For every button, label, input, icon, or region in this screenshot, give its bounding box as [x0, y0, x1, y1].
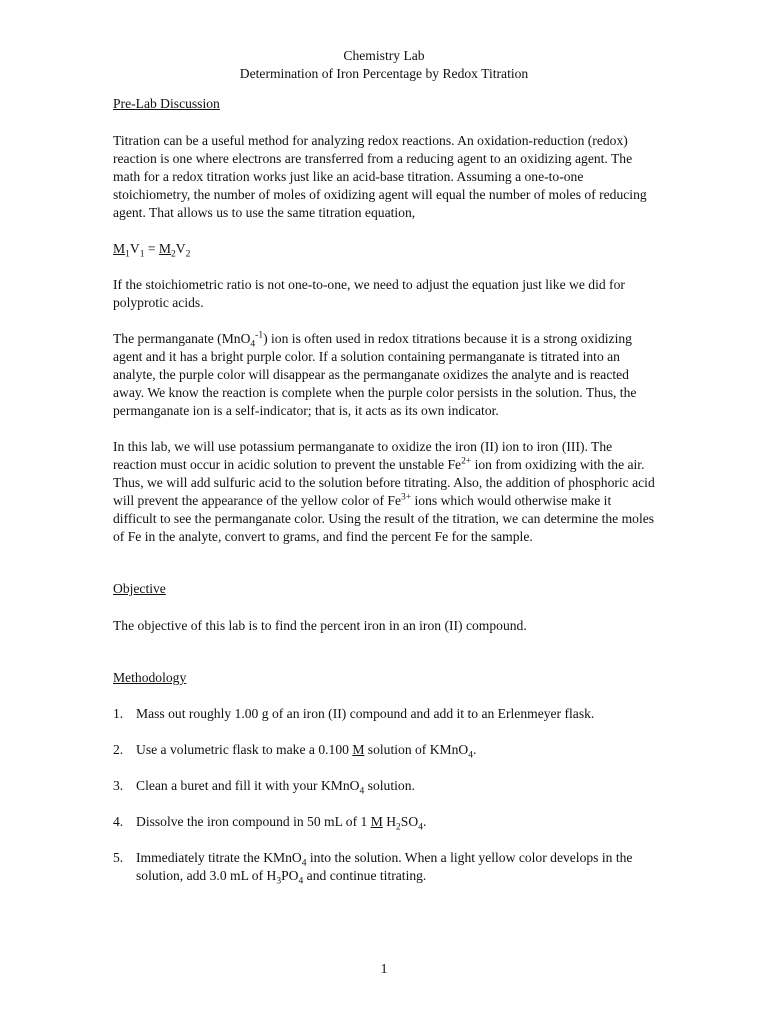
equation-m1-subscript: 1: [125, 249, 130, 260]
step-number: 2.: [113, 742, 124, 757]
step-number: 4.: [113, 814, 124, 829]
step-text-part: .: [473, 742, 477, 757]
equation-m2-subscript: 2: [171, 249, 176, 260]
p4-part-b: ion from oxidizing with the air. Thus, we will add sulfuric acid to the solution before titrating. Also, the addition of phosphoric acid will prevent the appearance of the yellow color of Fe: [113, 457, 655, 508]
objective-heading: Objective: [113, 581, 166, 596]
step-text-part: SO: [400, 814, 419, 829]
list-item: [113, 813, 658, 831]
document-header: [0, 47, 768, 83]
prelab-paragraph-1: Titration can be a useful method for analyzing redox reactions. An oxidation-reduction (redox) reaction is one where electrons are transferred from a reducing agent to an oxidizing agent. The math for a redox titration works just like an acid-base titration. Assuming a one-to-one stoichiometry, the number of moles of oxidizing agent will equal the number of moles of reducing agent. That allows us to use the same titration equation,: [113, 133, 647, 220]
step-text: [136, 741, 658, 759]
p3-part-b: ) ion is often used in redox titrations because it is a strong oxidizing agent and it has a bright purple color. If a solution containing permanganate is titrated into an analyte, the purple color will disappear as the permanganate oxidizes the analyte and is reacted away. We know the reaction is complete when the purple color persists in the solution. Thus, the permanganate ion is a self-indicator; that is, it acts as its own indicator.: [113, 331, 637, 418]
prelab-paragraph-4: [113, 438, 658, 546]
subscript: 3: [276, 876, 282, 887]
step-number: 3.: [113, 778, 124, 793]
step-text-part: into the solution. When a light yellow color develops in the solution, add 3.0 mL of H: [136, 850, 633, 883]
p4-superscript-1: 2+: [461, 456, 472, 467]
list-item: [113, 849, 658, 885]
step-text-part: PO: [281, 868, 299, 883]
subscript: 4: [359, 786, 365, 797]
list-item: [113, 741, 658, 759]
step-text: [136, 813, 658, 831]
objective-text: The objective of this lab is to find the percent iron in an iron (II) compound.: [113, 618, 527, 633]
step-number: 1.: [113, 706, 124, 721]
step-text: Mass out roughly 1.00 g of an iron (II) compound and add it to an Erlenmeyer flask.: [136, 706, 595, 721]
course-title: Chemistry Lab: [343, 48, 425, 63]
step-text-part: Clean a buret and fill it with your KMnO: [136, 778, 360, 793]
prelab-heading: Pre-Lab Discussion: [113, 96, 220, 111]
document-body: [113, 95, 658, 903]
equation-equals: =: [144, 241, 159, 256]
list-item: [113, 705, 658, 723]
document-title: Determination of Iron Percentage by Redox Titration: [239, 66, 529, 81]
step-number: 5.: [113, 850, 124, 865]
step-text-part: Use a volumetric flask to make a 0.100: [136, 742, 353, 757]
p3-subscript: 4: [250, 339, 256, 350]
p3-superscript: -1: [255, 330, 264, 341]
subscript: 4: [301, 858, 307, 869]
list-item: [113, 777, 658, 795]
page-number: 1: [380, 961, 388, 976]
prelab-paragraph-2: If the stoichiometric ratio is not one-to-one, we need to adjust the equation just like we did for polyprotic acids.: [113, 277, 625, 310]
molarity-symbol: M: [370, 814, 383, 829]
subscript: 4: [298, 876, 304, 887]
step-text: [136, 849, 658, 885]
p3-part-a: The permanganate (MnO: [113, 331, 251, 346]
equation-v2-subscript: 2: [185, 249, 191, 260]
equation-m2: M: [158, 241, 172, 256]
subscript: 4: [418, 822, 423, 833]
step-text-part: .: [422, 814, 427, 829]
subscript: 2: [396, 822, 401, 833]
titration-equation: [113, 240, 658, 258]
prelab-paragraph-3: [113, 330, 658, 420]
methodology-heading: Methodology: [113, 670, 187, 685]
equation-v2: V: [175, 241, 186, 256]
subscript: 4: [468, 750, 474, 761]
methodology-steps: [113, 705, 658, 885]
step-text-part: H: [382, 814, 397, 829]
equation-v1: V: [129, 241, 140, 256]
equation-m1: M: [113, 241, 126, 256]
step-text-part: solution.: [364, 778, 415, 793]
molarity-symbol: M: [352, 742, 365, 757]
p4-superscript-2: 3+: [401, 492, 412, 503]
step-text-part: and continue titrating.: [303, 868, 427, 883]
step-text-part: Dissolve the iron compound in 50 mL of 1: [136, 814, 371, 829]
step-text: [136, 777, 658, 795]
step-text-part: Immediately titrate the KMnO: [136, 850, 302, 865]
step-text-part: solution of KMnO: [364, 742, 469, 757]
p4-part-c: ions which would otherwise make it difficult to see the permanganate color. Using the result of the titration, we can determine the moles of Fe in the analyte, convert to grams, and find the percent Fe for the sample.: [113, 493, 655, 544]
p4-part-a: In this lab, we will use potassium permanganate to oxidize the iron (II) ion to iron (III). The reaction must occur in acidic solution to prevent the unstable Fe: [113, 439, 613, 472]
equation-v1-subscript: 1: [139, 249, 145, 260]
